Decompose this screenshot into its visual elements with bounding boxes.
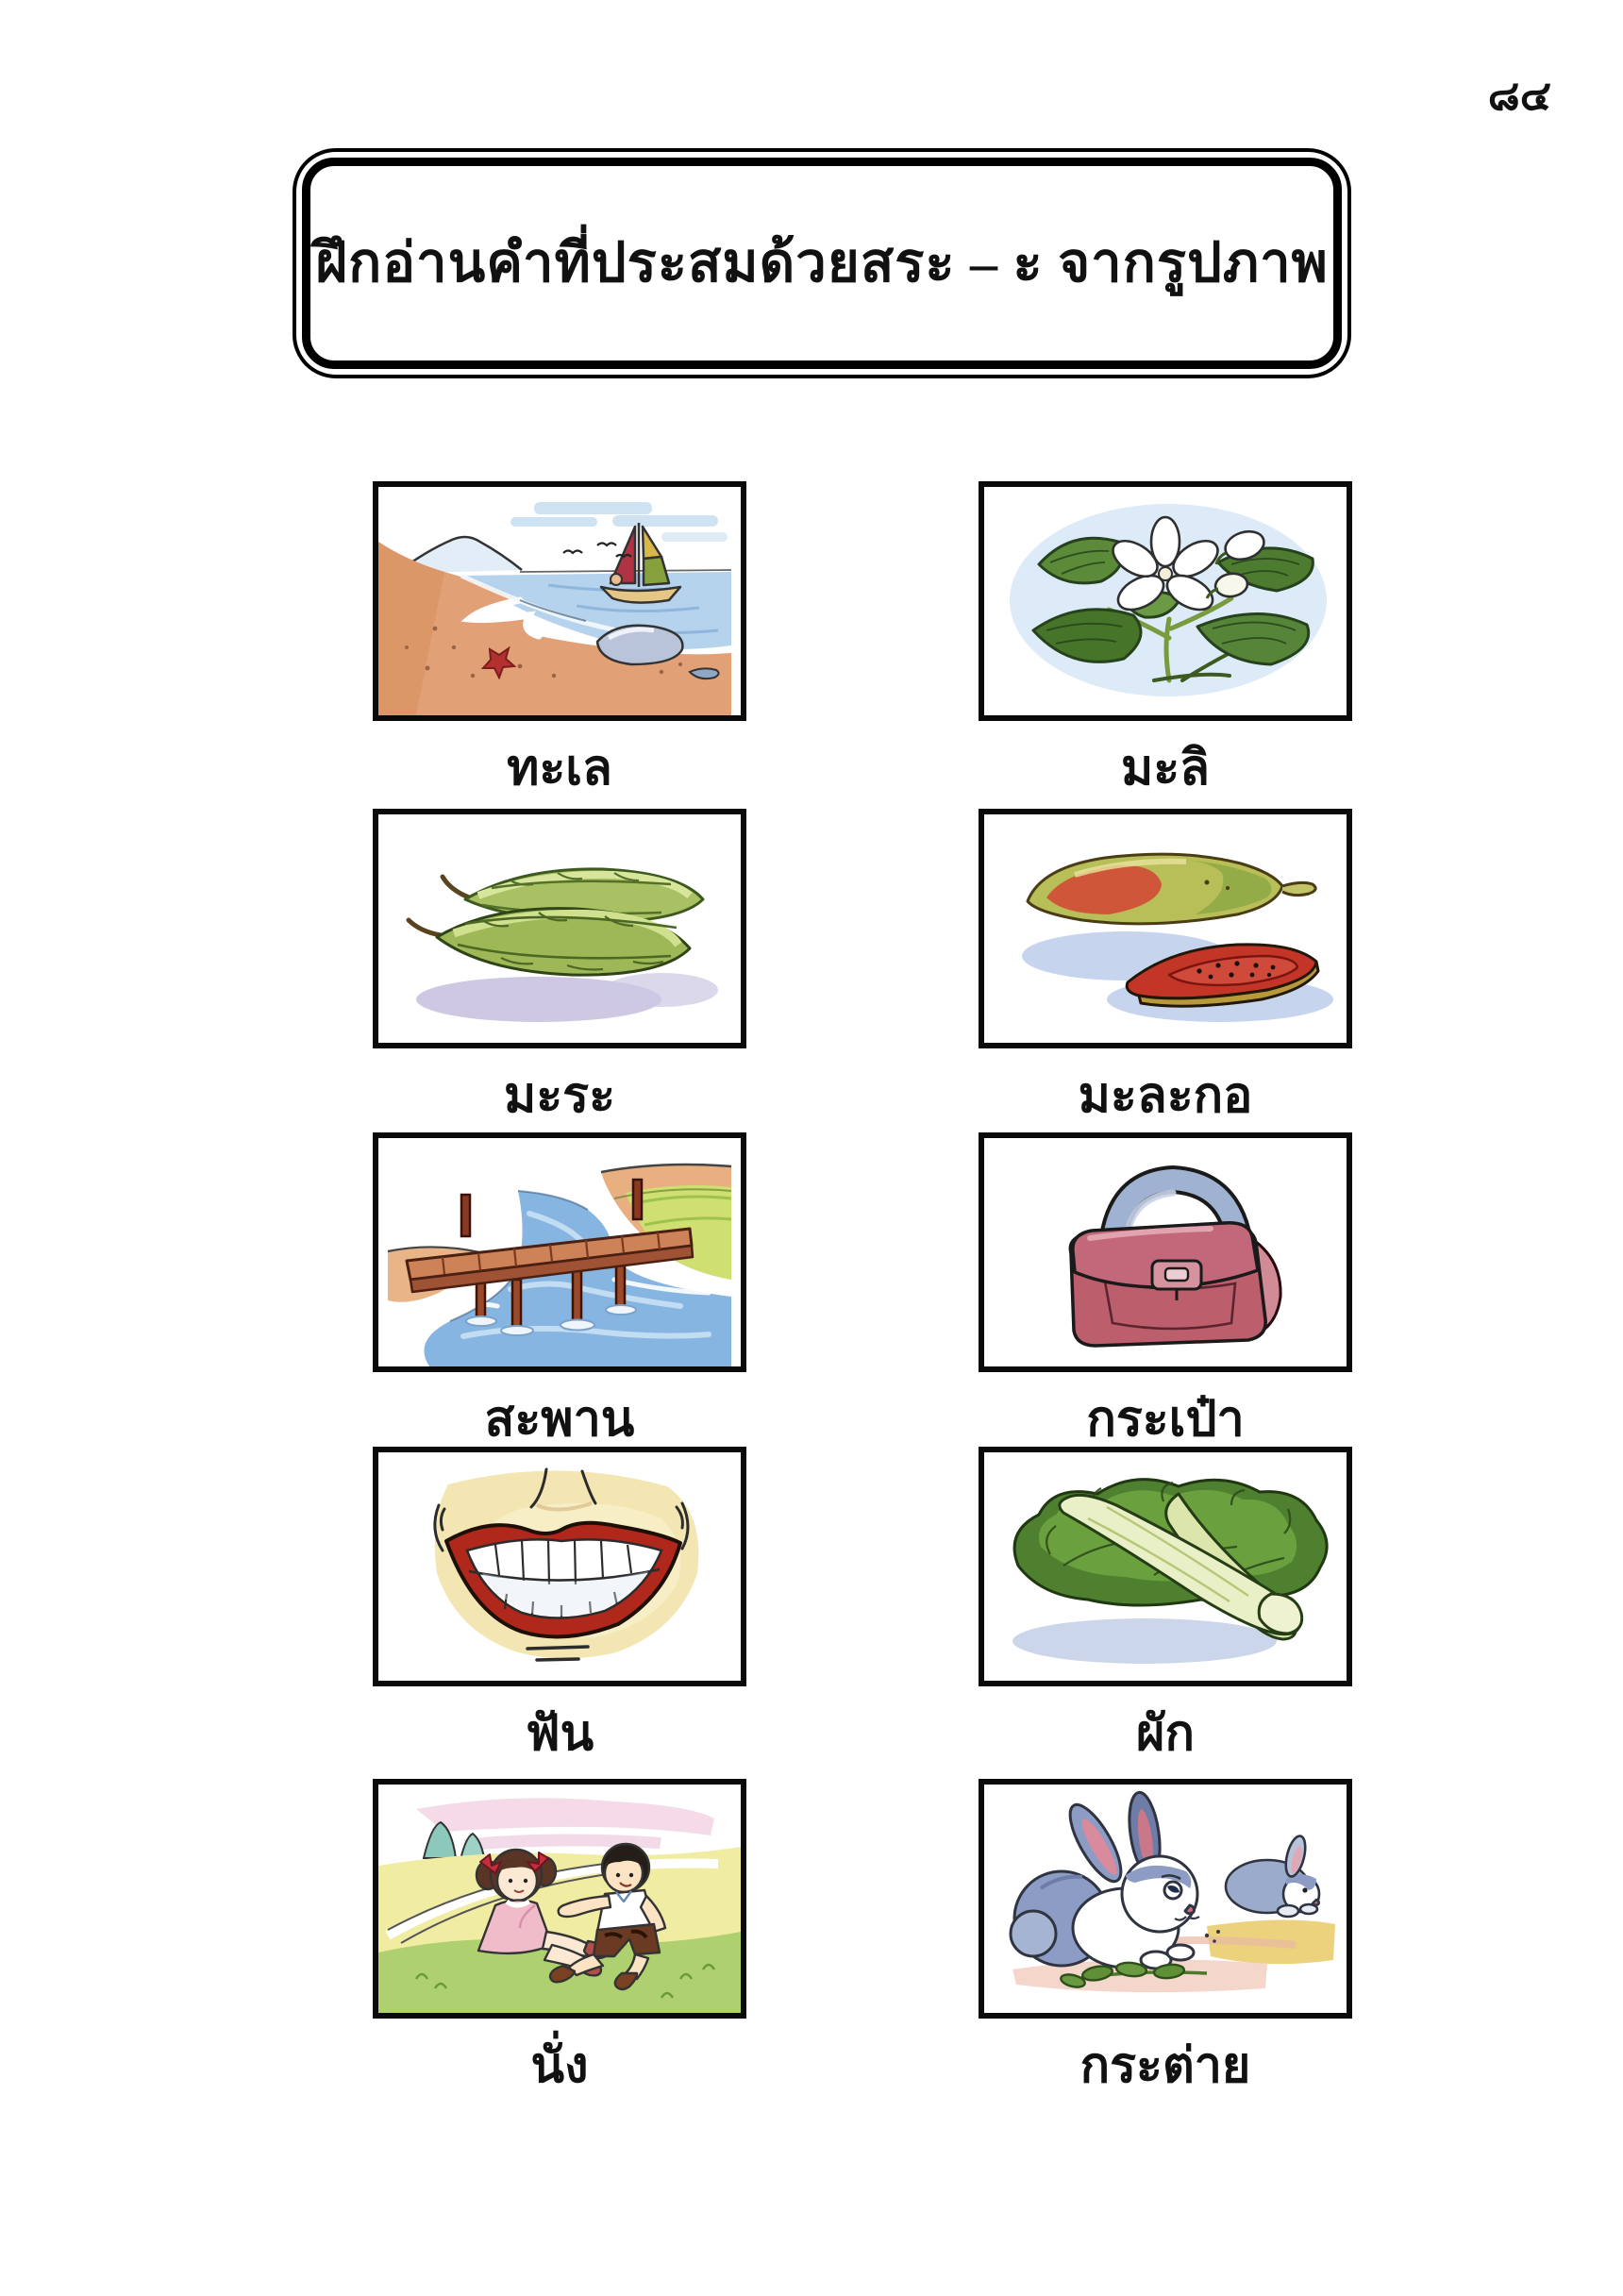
- card-label: มะละกอ: [1078, 1069, 1253, 1123]
- image-frame: [979, 1447, 1352, 1686]
- image-frame: [373, 1132, 746, 1372]
- smiling-mouth-illustration: [378, 1452, 741, 1681]
- card-bag: [979, 1132, 1352, 1450]
- rabbits-illustration: [984, 1785, 1347, 2013]
- card-sit: [373, 1779, 746, 2097]
- image-frame: [979, 809, 1352, 1048]
- jasmine-illustration: [984, 487, 1347, 715]
- card-teeth: [373, 1447, 746, 1765]
- card-label: ฟัน: [525, 1707, 594, 1761]
- card-jasmine: [979, 481, 1352, 799]
- page-title: ฝึกอ่านคำที่ประสมด้วยสระ – ะ จากรูปภาพ: [315, 232, 1329, 294]
- title-box-inner-border: [302, 158, 1342, 369]
- vegetable-illustration: [984, 1452, 1347, 1681]
- card-label: ผัก: [1136, 1707, 1195, 1761]
- card-papaya: [979, 809, 1352, 1127]
- card-label: นั่ง: [530, 2039, 589, 2093]
- image-frame: [979, 481, 1352, 721]
- card-label: สะพาน: [484, 1393, 635, 1447]
- card-label: มะลิ: [1120, 742, 1211, 796]
- papaya-illustration: [984, 814, 1347, 1043]
- image-frame: [373, 1447, 746, 1686]
- handbag-illustration: [984, 1138, 1347, 1366]
- bridge-illustration: [378, 1138, 741, 1366]
- card-label: ทะเล: [507, 742, 612, 796]
- card-label: มะระ: [503, 1069, 616, 1123]
- card-bridge: [373, 1132, 746, 1450]
- image-frame: [373, 809, 746, 1048]
- page-number: ๘๔: [1487, 73, 1551, 119]
- card-label: กระต่าย: [1079, 2039, 1251, 2093]
- image-frame: [373, 1779, 746, 2019]
- card-vegetable: [979, 1447, 1352, 1765]
- title-box: [293, 148, 1351, 378]
- image-frame: [979, 1132, 1352, 1372]
- card-rabbit: [979, 1779, 1352, 2097]
- children-sitting-illustration: [378, 1785, 741, 2013]
- bitter-gourd-illustration: [378, 814, 741, 1043]
- image-frame: [979, 1779, 1352, 2019]
- image-frame: [373, 481, 746, 721]
- beach-illustration: [378, 487, 741, 715]
- card-sea: [373, 481, 746, 799]
- card-bitter-gourd: [373, 809, 746, 1127]
- card-label: กระเป๋า: [1086, 1393, 1245, 1447]
